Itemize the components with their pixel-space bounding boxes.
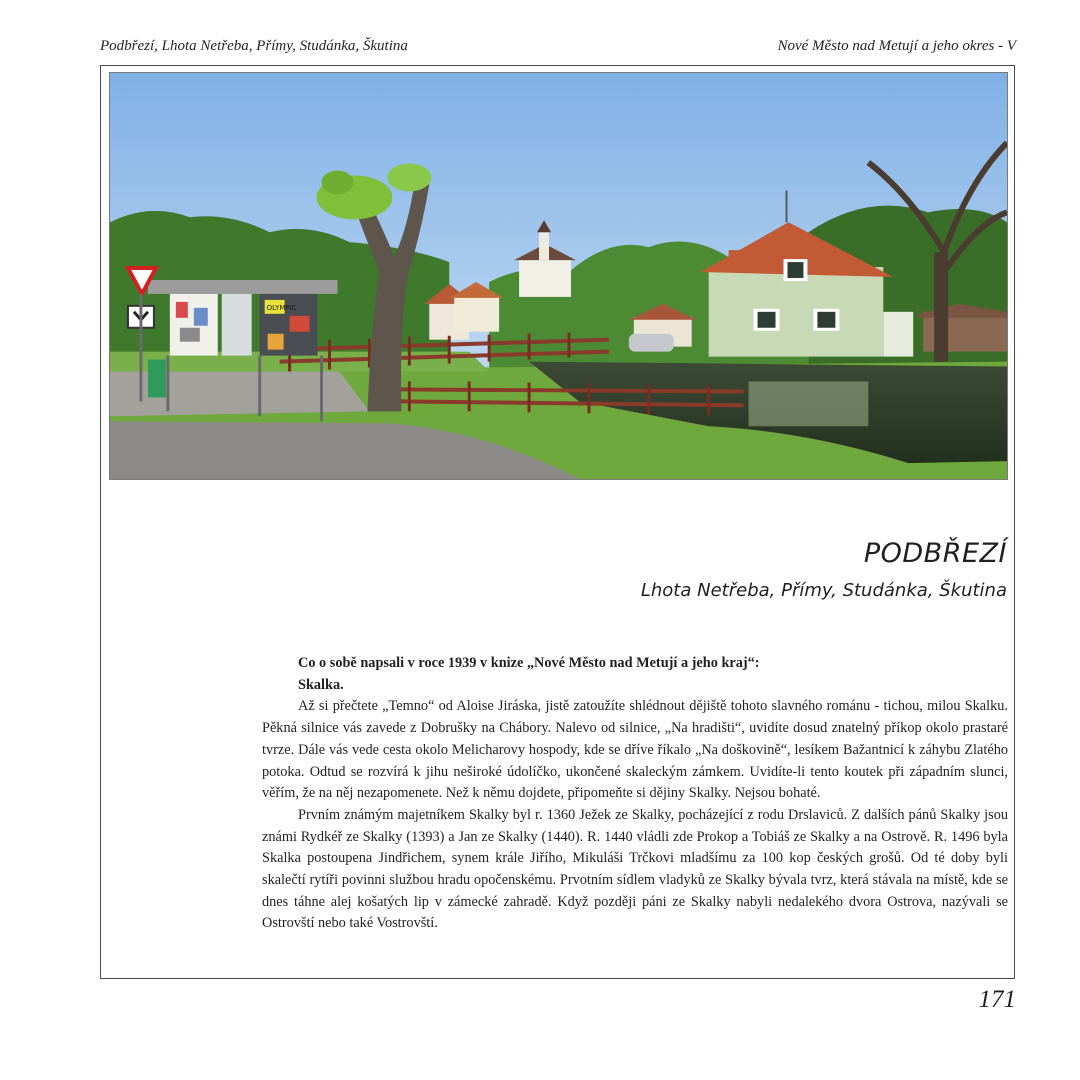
village-photo	[109, 72, 1008, 480]
poster-text: OLYMPIC	[266, 303, 297, 312]
paragraph-1: Až si přečtete „Temno“ od Aloise Jiráska, jistě zatoužíte shlédnout dějiště tohoto slavného románu - tichou, milou Skalku. Pěkná silnice vás zavede z Dobrušky na Chábory. Nalevo od silnice, „Na hradišti“, uvidíte dosud znatelný příkop okolo prastaré tvrze. Dále vás vede cesta okolo Melicharovy hospody, kde se dříve říkalo „Na doškovině“, lesíkem Bažantnicí k záhybu Zlatého potoka. Odtud se rozvírá k jihu neširoké údolíčko, ukončené skaleckým zámkem. Uvidíte-li tento koutek při západním slunci, věřím, že na něj nezapomenete. Než k němu dojdete, připomeňte si dějiny Skalky. Nejsou bohaté.	[262, 698, 1008, 802]
paragraph-2: Prvním známým majetníkem Skalky byl r. 1360 Ježek ze Skalky, pocházející z rodu Drslaviců. Z dalších pánů Skalky jsou známi Rydkéř ze Skalky (1393) a Jan ze Skalky (1440). R. 1440 vládli zde Prokop a Tobiáš ze Skalky a na Ostrově. R. 1496 byla Skalka postoupena Jindřichem, synem krále Jiřího, Mikuláši Trčkovi mladšímu za 100 kop českých grošů. Od té doby byli skalečtí rytíři povinni službou hradu opočenskému. Prvotním sídlem vladyků ze Skalky bývala tvrz, která stávala na místě, kde se dnes táhne alej košatých lip v zámecké zahradě. Když později páni ze Skalky nabyli nedalekého dvora Ostrova, nazývali se Ostrovští nebo také Vostrovští.	[262, 806, 1008, 932]
article-body	[262, 653, 1008, 935]
intro-heading: Co o sobě napsali v roce 1939 v knize „Nové Město nad Metují a jeho kraj“:	[298, 655, 760, 671]
page-subtitle: Lhota Netřeba, Přímy, Studánka, Škutina	[640, 580, 1007, 601]
page-number: 171	[978, 986, 1016, 1013]
page-title: PODBŘEZÍ	[863, 538, 1007, 569]
running-header-right: Nové Město nad Metují a jeho okres - V	[777, 38, 1016, 54]
running-header-left: Podbřezí, Lhota Netřeba, Přímy, Studánka, Škutina	[100, 38, 408, 54]
section-heading: Skalka.	[298, 676, 344, 693]
